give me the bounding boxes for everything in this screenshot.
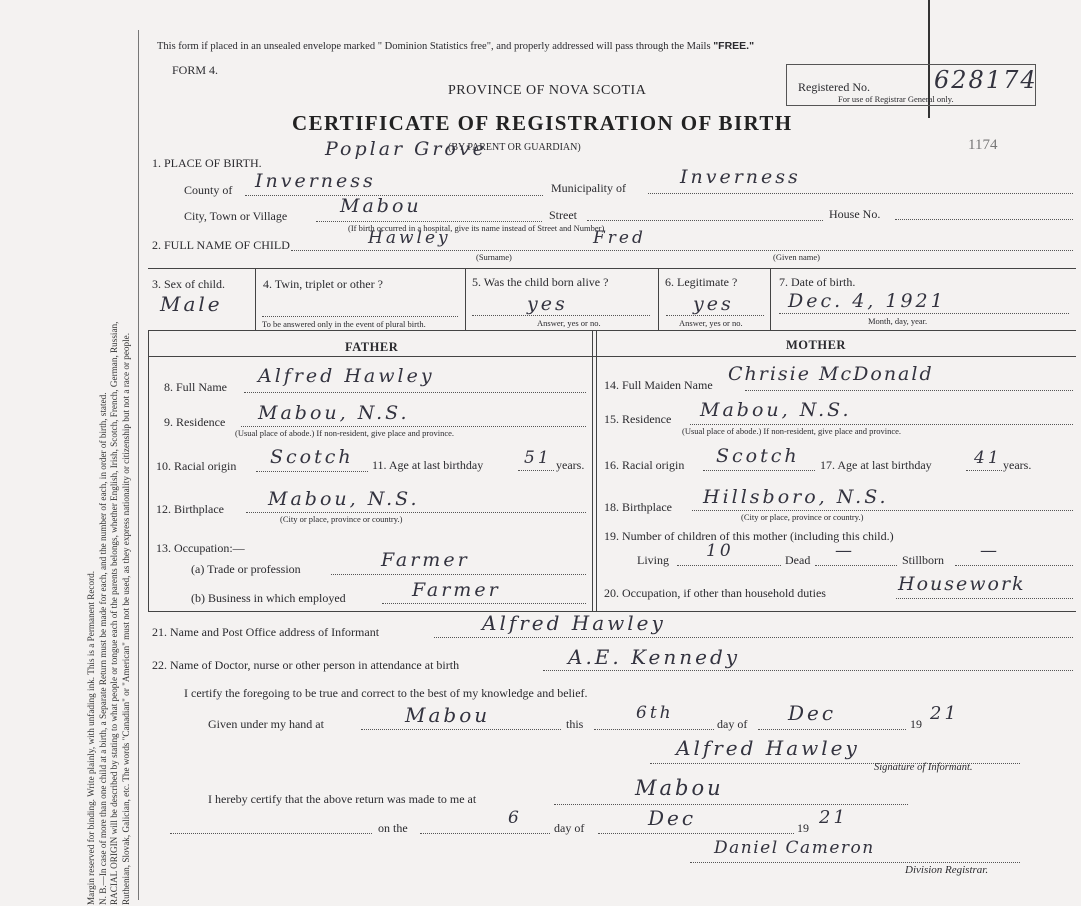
county-value: Inverness <box>255 170 376 192</box>
mother-residence-value: Mabou, N.S. <box>700 399 852 421</box>
father-residence-note: (Usual place of abode.) If non-resident, give place and province. <box>235 428 455 438</box>
mother-occupation-line <box>896 598 1073 599</box>
dob-value: Dec. 4, 1921 <box>788 290 946 312</box>
dead-label: Dead <box>785 553 811 567</box>
registrar-place: Mabou <box>635 776 724 800</box>
given-place: Mabou <box>405 703 491 727</box>
city-line <box>316 221 542 222</box>
child-given-name: Fred <box>593 228 646 248</box>
living-line <box>677 565 781 566</box>
father-birthplace-label: 12. Birthplace <box>156 502 224 516</box>
margin-line-3: RACIAL ORIGIN will be described by stating to what people or tongue each of the parents belongs, whether English, Irish, Scotch, French, German, Russian, <box>109 321 120 905</box>
reg-day: 6 <box>508 808 522 828</box>
mother-age-label: 17. Age at last birthday <box>820 458 932 472</box>
doctor-line <box>543 670 1073 671</box>
registered-label: Registered No. <box>798 80 870 94</box>
stillborn-value: — <box>980 541 1000 561</box>
place-of-birth-value: Poplar Grove <box>325 138 487 160</box>
house-label: House No. <box>829 207 881 221</box>
twin-line <box>262 316 458 317</box>
mother-residence-line <box>690 424 1073 425</box>
child-name-line <box>291 250 1073 251</box>
doctor-label: 22. Name of Doctor, nurse or other person in attendance at birth <box>152 658 460 672</box>
dead-line <box>815 565 897 566</box>
father-age-label: 11. Age at last birthday <box>372 458 484 472</box>
certify-statement: I certify the foregoing to be true and correct to the best of my knowledge and belief. <box>184 686 588 700</box>
year-prefix: 19 <box>910 717 922 731</box>
divider-2 <box>465 268 466 330</box>
registrar-label: Division Registrar. <box>905 864 989 876</box>
mother-children-label: 19. Number of children of this mother (including this child.) <box>604 529 894 543</box>
father-business-label: (b) Business in which employed <box>191 591 346 605</box>
mother-birthplace-label: 18. Birthplace <box>604 500 672 514</box>
mother-birthplace-note: (City or place, province or country.) <box>741 512 864 522</box>
given-place-line <box>361 729 561 730</box>
informant-signature: Alfred Hawley <box>676 736 860 760</box>
mother-occupation-value: Housework <box>898 573 1026 595</box>
child-surname: Hawley <box>368 228 451 248</box>
father-trade-value: Farmer <box>381 549 470 571</box>
sex-label: 3. Sex of child. <box>152 277 225 291</box>
city-label: City, Town or Village <box>184 209 288 223</box>
informant-signature-label: Signature of Informant. <box>874 762 973 773</box>
form-left-border <box>138 30 139 900</box>
father-residence-value: Mabou, N.S. <box>258 402 410 424</box>
municipality-line <box>648 193 1073 194</box>
mother-name-value: Chrisie McDonald <box>728 363 934 385</box>
mother-name-line <box>745 390 1073 391</box>
father-name-value: Alfred Hawley <box>258 365 435 387</box>
father-racial-label: 10. Racial origin <box>156 459 237 473</box>
reg-month-line <box>598 833 794 834</box>
father-residence-line <box>241 426 586 427</box>
alive-line <box>472 315 650 316</box>
father-trade-line <box>331 574 586 575</box>
mother-residence-label: 15. Residence <box>604 412 672 426</box>
place-of-birth-label: 1. PLACE OF BIRTH. <box>152 156 262 170</box>
municipality-label: Municipality of <box>551 181 626 195</box>
registrar-signature-line <box>690 862 1020 863</box>
father-name-line <box>244 392 586 393</box>
city-value: Mabou <box>340 195 422 217</box>
row-top-border <box>148 268 1076 269</box>
sex-value: Male <box>160 292 223 316</box>
father-heading: FATHER <box>345 340 399 354</box>
dob-label: 7. Date of birth. <box>779 275 856 289</box>
certificate-title: CERTIFICATE OF REGISTRATION OF BIRTH <box>292 111 793 135</box>
mother-racial-line <box>703 470 815 471</box>
father-age-unit: years. <box>556 458 585 472</box>
margin-line-1: Margin reserved for binding. Write plainly, with unfading ink. This is a Permanent Record. <box>86 570 96 905</box>
legitimate-label: 6. Legitimate ? <box>665 275 738 289</box>
mother-birthplace-value: Hillsboro, N.S. <box>703 486 889 508</box>
father-racial-line <box>256 471 368 472</box>
stamp-number: 1174 <box>968 137 998 153</box>
registered-value: 628174 <box>934 66 1038 94</box>
dob-note: Month, day, year. <box>868 316 928 326</box>
father-age-line <box>518 470 554 471</box>
living-label: Living <box>637 553 669 567</box>
alive-label: 5. Was the child born alive ? <box>472 275 609 289</box>
father-business-line <box>382 603 586 604</box>
given-month-line <box>758 729 906 730</box>
registrar-signature: Daniel Cameron <box>714 838 875 858</box>
given-month: Dec <box>788 701 837 725</box>
mother-racial-label: 16. Racial origin <box>604 458 685 472</box>
surname-note: (Surname) <box>476 252 512 262</box>
mother-heading: MOTHER <box>786 338 846 352</box>
parents-divider-a <box>592 330 593 611</box>
mail-free: "FREE." <box>713 40 755 52</box>
informant-line <box>434 637 1073 638</box>
registrar-blank-line <box>170 833 372 834</box>
legitimate-note: Answer, yes or no. <box>679 318 743 328</box>
father-trade-label: (a) Trade or profession <box>191 562 301 576</box>
given-year: 21 <box>930 703 959 724</box>
father-birthplace-value: Mabou, N.S. <box>268 488 420 510</box>
father-business-value: Farmer <box>412 579 501 601</box>
father-residence-label: 9. Residence <box>164 415 226 429</box>
stillborn-label: Stillborn <box>902 553 945 567</box>
doctor-value: A.E. Kennedy <box>568 645 741 669</box>
hospital-note: (If birth occurred in a hospital, give its name instead of Street and Number) <box>348 223 605 233</box>
divider-4 <box>770 268 771 330</box>
dob-line <box>779 313 1069 314</box>
reg-day-line <box>420 833 550 834</box>
mother-occupation-label: 20. Occupation, if other than household duties <box>604 586 826 600</box>
child-name-label: 2. FULL NAME OF CHILD <box>152 238 290 252</box>
mother-residence-note: (Usual place of abode.) If non-resident, give place and province. <box>682 426 902 436</box>
registrar-statement: I hereby certify that the above return was made to me at <box>208 792 477 806</box>
informant-label: 21. Name and Post Office address of Informant <box>152 625 380 639</box>
dead-value: — <box>835 541 855 561</box>
alive-note: Answer, yes or no. <box>537 318 601 328</box>
given-name-note: (Given name) <box>773 252 820 262</box>
living-value: 10 <box>706 541 734 561</box>
certificate-subtitle: (BY PARENT OR GUARDIAN) <box>448 142 581 153</box>
mother-racial-value: Scotch <box>716 445 800 467</box>
margin-line-4: Ruthenian, Slovak, Galician, etc. The words "Canadian" or "American" must not be used, as they express nationality or citizenship but not a race or people. <box>120 332 131 905</box>
reg-year: 21 <box>819 807 848 828</box>
given-day: 6th <box>636 703 674 723</box>
given-label: Given under my hand at <box>208 717 324 731</box>
house-line <box>895 219 1073 220</box>
province-heading: PROVINCE OF NOVA SCOTIA <box>448 83 647 98</box>
reg-day-of-label: day of <box>554 821 585 835</box>
legitimate-value: yes <box>693 293 734 315</box>
twin-label: 4. Twin, triplet or other ? <box>263 277 383 291</box>
on-the-label: on the <box>378 821 408 835</box>
stillborn-line <box>955 565 1073 566</box>
reg-month: Dec <box>648 806 697 830</box>
given-day-line <box>594 729 714 730</box>
street-line <box>587 220 823 221</box>
registrar-place-line <box>554 804 908 805</box>
parents-heading-rule <box>148 356 1076 357</box>
county-label: County of <box>184 183 233 197</box>
father-name-label: 8. Full Name <box>164 380 227 394</box>
mother-age-value: 41 <box>974 448 1002 468</box>
this-label: this <box>566 717 584 731</box>
mail-notice-text: This form if placed in an unsealed envelope marked " Dominion Statistics free", and properly addressed will pass through the Mails <box>157 41 711 52</box>
row-bottom-border <box>148 330 1076 331</box>
margin-instructions <box>86 35 132 905</box>
mail-notice <box>157 40 754 52</box>
municipality-value: Inverness <box>680 166 801 188</box>
father-birthplace-note: (City or place, province or country.) <box>280 514 403 524</box>
informant-value: Alfred Hawley <box>482 611 666 635</box>
father-birthplace-line <box>246 512 586 513</box>
divider-1 <box>255 268 256 330</box>
father-occupation-label: 13. Occupation:— <box>156 541 245 555</box>
form-number: FORM 4. <box>172 63 219 77</box>
divider-3 <box>658 268 659 330</box>
registrar-note: For use of Registrar General only. <box>838 94 954 104</box>
margin-line-2: N. B.—In case of more than one child at a birth, a Separate Return must be made for each, and the number of each, in order of birth, stated. <box>97 392 108 905</box>
twin-note: To be answered only in the event of plural birth. <box>262 319 426 329</box>
mother-birthplace-line <box>692 510 1073 511</box>
parents-left-border <box>148 330 149 611</box>
day-of-label: day of <box>717 717 748 731</box>
legitimate-line <box>666 315 764 316</box>
parents-divider-b <box>596 330 597 611</box>
father-racial-value: Scotch <box>270 446 354 468</box>
mother-age-unit: years. <box>1003 458 1032 472</box>
mother-name-label: 14. Full Maiden Name <box>604 378 713 392</box>
reg-year-prefix: 19 <box>797 821 809 835</box>
mother-age-line <box>966 470 1002 471</box>
father-age-value: 51 <box>524 448 552 468</box>
street-label: Street <box>549 208 577 222</box>
alive-value: yes <box>527 293 568 315</box>
